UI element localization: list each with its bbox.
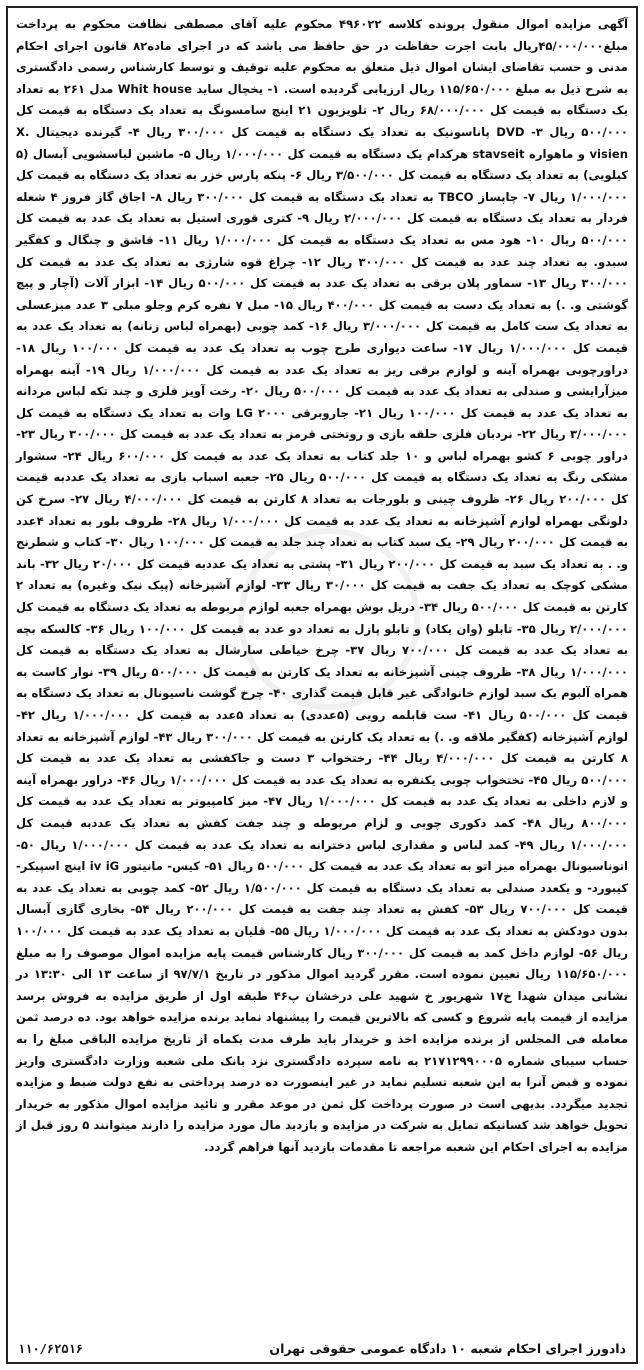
- reference-number: ۱۱۰/۶۲۵۱۶: [18, 1341, 84, 1356]
- signature-line: [18, 1341, 626, 1356]
- notice-body-text: آگهی مزایده اموال منقول پرونده کلاسه ۴۹۶۰۲۲ محکوم علیه آقای مصطفی نظافت محکوم به پرداخت مبلغ۴۵/۰۰۰/۰۰۰ریال بابت اجرت حفاظت در حق حافظ می باشد که در اجرای ماده۸۲ قانون اجرای احکام مدنی و حسب تقاضای ایشان اموال ذیل متعلق به محکوم علیه توقیف و توسط کارشناس رسمی دادگستری به شرح ذیل به مبلغ ۱۱۵/۶۵۰/۰۰۰ ریال ارزیابی گردیده است. ۱- یخچال ساید Whit house مدل ۲۶۱ به تعداد یک دستگاه به قیمت کل ۶۸/۰۰۰/۰۰۰ ریال ۲- تلویزیون ۲۱ اینچ سامسونگ به تعداد یک دستگاه به قیمت کل ۵۰۰/۰۰۰ ریال ۳- DVD پاناسونیک به تعداد یک دستگاه به قیمت کل ۳۰۰/۰۰۰ ریال ۴- گیرنده دیجیتال X. visien و ماهواره stavseit هرکدام یک دستگاه به قیمت کل ۱/۰۰۰/۰۰۰ ریال ۵- ماشین لباسشویی آبسال (۵ کیلویی) به تعداد یک دستگاه به قیمت کل ۳/۵۰۰/۰۰۰ ریال ۶- پنکه پارس خزر به تعداد یک دستگاه به قیمت کل ۱/۰۰۰/۰۰۰ ریال ۷- چاپساز TBCO به تعداد یک دستگاه به قیمت کل ۳۰۰/۰۰۰ ریال ۸- اجاق گاز فروز ۴ شعله فردار به تعداد یک دستگاه به قیمت کل ۲/۰۰۰/۰۰۰ ریال ۹- کتری قوری استیل به تعداد یک عدد به قیمت کل ۵۰۰/۰۰۰ ریال ۱۰- هود مس به تعداد یک دستگاه به قیمت کل ۱/۰۰۰/۰۰۰ ریال ۱۱- قاشق و چنگال و کفگیر سبدو. به تعداد چند عدد به قیمت کل ۳۰۰/۰۰۰ ریال ۱۲- چراغ قوه شارژی به تعداد یک عدد به قیمت کل ۳۰۰/۰۰۰ ریال ۱۳- سماور پلان برقی به تعداد یک عدد به قیمت کل ۵۰۰/۰۰۰ ریال ۱۴- ابزار آلات (آچار و پیچ گوشتی و. .) به تعداد یک دست به قیمت کل ۴۰۰/۰۰۰ ریال ۱۵- مبل ۷ نفره کرم وجلو مبلی ۳ عدد میزعسلی به تعداد یک ست کامل به قیمت کل ۳/۰۰۰/۰۰۰ ریال ۱۶- کمد چوبی (بهمراه لباس زنانه) به تعداد یک عدد به قیمت کل ۱/۰۰۰/۰۰۰ ریال ۱۷- ساعت دیواری طرح چوب به تعداد یک عدد به قیمت کل ۱۰۰/۰۰۰ ریال ۱۸- دراورچوبی بهمراه آینه و لوازم برقی ریز به تعداد یک عدد به قیمت کل ۱/۰۰۰/۰۰۰ ریال ۱۹- آینه بهمراه میزآرایشی و صندلی به تعداد یک عدد به قیمت کل ۵۰۰/۰۰۰ ریال ۲۰- رخت آویز فلزی و چند تکه لباس مردانه به تعداد یک عدد به قیمت کل ۱۰۰/۰۰۰ ریال ۲۱- جاروبرقی LG ۲۰۰۰ وات به تعداد یک دستگاه به قیمت کل ۳/۰۰۰/۰۰۰ ریال ۲۲- نردبان فلزی حلقه بازی و روتختی قرمز به تعداد یک عدد به قیمت کل ۳۰۰/۰۰۰ ریال ۲۳- دراور چوبی ۶ کشو بهمراه لباس و ۱۰ جلد کتاب به تعداد یک عدد به قیمت کل ۶۰۰/۰۰۰ ریال ۲۴- سشوار مشکی رنگ به تعداد یک دستگاه به قیمت کل ۵۰۰/۰۰۰ ریال ۲۵- جعبه اسباب بازی به تعداد یک عددبه قیمت کل ۲۰۰/۰۰۰ ریال ۲۶- ظروف چینی و بلورجات به تعداد ۸ کارتن به قیمت کل ۴/۰۰۰/۰۰۰ ریال ۲۷- سرخ کن دلونگی بهمراه لوازم آشپزخانه به تعداد یک عدد به قیمت کل ۱/۰۰۰/۰۰۰ ریال ۲۸- ظروف بلور به تعداد ۴عدد به قیمت کل ۲۰۰/۰۰۰ ریال ۲۹- یک سبد کتاب به تعداد چند جلد به قیمت کل ۱۰۰/۰۰۰ ریال ۳۰- کتاب و شطرنج و. . به تعداد یک سبد به قیمت کل ۲۰۰/۰۰۰ ریال ۳۱- پشتی به تعداد یک عددبه قیمت کل ۲۰/۰۰۰ ریال ۳۲- باند مشکی کوچک به تعداد یک جفت به قیمت کل ۳۰/۰۰۰ ریال ۳۳- لوازم آشپزخانه (پیک نیک وغیره) به تعداد ۲ کارتن به قیمت کل ۵۰۰/۰۰۰ ریال ۳۴- دریل بوش بهمراه جعبه لوازم مربوطه به تعداد یک دستگاه به قیمت کل ۲/۰۰۰/۰۰۰ ریال ۳۵- تابلو (وان یکاد) و تابلو پازل به تعداد دو عدد به قیمت کل ۱۰۰/۰۰۰ ریال ۳۶- کالسکه بچه به تعداد یک عدد به قیمت کل ۷۰۰/۰۰۰ ریال ۳۷- چرخ خیاطی سارشال به تعداد یک دستگاه به قیمت کل ۱/۰۰۰/۰۰۰ ریال ۳۸- ظروف چینی آشپزخانه به تعداد یک کارتن به قیمت کل ۵۰۰/۰۰۰ ریال ۳۹- نوار کاست به همراه آلبوم یک سبد لوازم خانوادگی غیر قابل قیمت گذاری ۴۰- چرخ گوشت ناسیونال به تعداد یک دستگاه به قیمت کل ۵۰۰/۰۰۰ ریال ۴۱- ست قابلمه رویی (۵عددی) به تعداد ۵عدد به قیمت کل ۱/۰۰۰/۰۰۰ ریال ۴۲- لوازم آشپزخانه (کفگیر ملاقه و. .) به تعداد یک کارتن به قیمت کل ۳۰۰/۰۰۰ ریال ۴۳- لوازم آشپزخانه به تعداد ۸ کارتن به قیمت کل ۴/۰۰۰/۰۰۰ ریال ۴۴- رختخواب ۳ دست و جاکفشی به تعداد یک عدد به قیمت کل ۵۰۰/۰۰۰ ریال ۴۵- تختخواب چوبی یکنفره به تعداد یک عدد به قیمت کل ۱/۰۰۰/۰۰۰ ریال ۴۶- دراور بهمراه آینه و لازم داخلی به تعداد یک عدد به قیمت کل ۱/۰۰۰/۰۰۰ ریال ۴۷- میز کامپیوتر به تعداد یک عدد به قیمت کل ۸۰۰/۰۰۰ ریال ۴۸- کمد دکوری چوبی و لزام مربوطه و چند جفت کفش به تعداد یک عددبه قیمت کل ۱/۰۰۰/۰۰۰ ریال ۴۹- کمد لباس و مقداری لباس دخترانه به تعداد یک عدد به قیمت کل ۱/۰۰۰/۰۰۰ ریال ۵۰- اتوناسیونال بهمراه میز اتو به تعداد یک عدد به قیمت کل ۵۰۰/۰۰۰ ریال ۵۱- کیس- مانیتور iv iG اینچ اسپیکر- کیبورد- و یکعدد صندلی به تعداد یک دستگاه به قیمت کل ۱/۵۰۰/۰۰۰ ریال ۵۲- کمد چوبی به تعداد یک عدد به قیمت کل ۷۰۰/۰۰۰ ریال ۵۳- کفش به تعداد چند جفت به قیمت کل ۲۰۰/۰۰۰ ریال ۵۴- بخاری گازی آبسال بدون دودکش به تعداد یک عدد به قیمت کل ۱/۰۰۰/۰۰۰ ریال ۵۵- قلیان به تعداد یک عدد به قیمت کل ۱۰۰/۰۰۰ ریال ۵۶- لوازم داخل کمد به قیمت کل ۳۰۰/۰۰۰ ریال کارشناس قیمت پایه مزایده اموال موصوف را به مبلغ ۱۱۵/۶۵۰/۰۰۰ ریال تعیین نموده است. مقرر گردید اموال مذکور در تاریخ ۹۷/۷/۱ از ساعت ۱۳ الی ۱۳:۳۰ در نشانی میدان شهدا خ۱۷ شهریور خ شهید علی درخشان پ۴۶ طبقه اول از طریق مزایده به فروش برسد مزایده از قیمت پایه شروع و کسی که بالاترین قیمت را پیشنهاد نماید برنده مزایده خواهد بود. ده درصد ثمن معامله فی المجلس از برنده مزایده اخذ و خریدار باید ظرف مدت یکماه از تاریخ مزایده الباقی مبلغ را به حساب سیبای شماره ۲۱۷۱۲۹۹۰۰۰۵ به نامه سپرده دادگستری نزد بانک ملی شعبه وزارت دادگستری واریز نموده و قبض آنرا به این شعبه تسلیم نماید در غیر اینصورت ده درصد پرداختی به نفع دولت ضبط و مزایده تجدید میگردد. بدیهی است در صورت پرداخت کل ثمن در موعد مقرر و تائید مزایده اموال مذکور به خریدار تحویل خواهد شد کسانیکه تمایل به شرکت در مزایده و بازدید مال مورد مزایده را دارند میتوانند ۵ روز قبل از مزایده به اجرای احکام این شعبه مراجعه تا مقدمات بازدید آنها فراهم گردد.: [16, 17, 629, 1154]
- issuing-office: دادورز اجرای احکام شعبه ۱۰ دادگاه عمومی حقوقی تهران: [269, 1341, 626, 1356]
- auction-notice: [6, 6, 638, 1364]
